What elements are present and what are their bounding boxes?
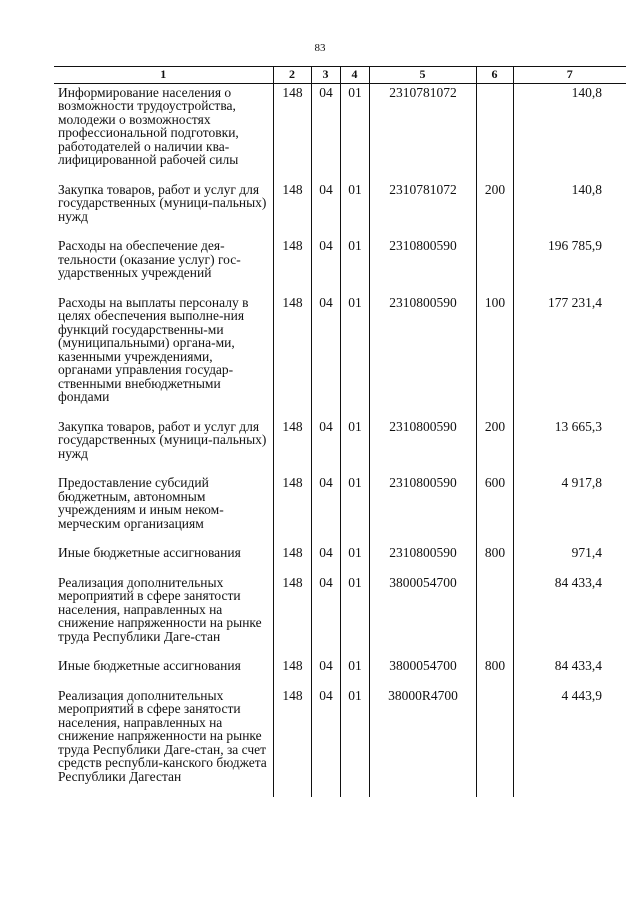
ministry-code-cell: 148 (273, 474, 311, 544)
section-code-cell: 04 (311, 237, 340, 294)
ministry-code-cell: 148 (273, 418, 311, 475)
ministry-code-cell: 148 (273, 687, 311, 798)
section-code-cell: 04 (311, 574, 340, 658)
table-row (54, 294, 626, 418)
table-row (54, 544, 626, 574)
section-code-cell: 04 (311, 418, 340, 475)
section-code-cell: 04 (311, 544, 340, 574)
ministry-code-cell: 148 (273, 237, 311, 294)
subsection-code-cell: 01 (340, 474, 369, 544)
expense-type-cell (476, 237, 513, 294)
table-row (54, 418, 626, 475)
row-name-cell: Информирование населения о возможности трудоустройства, молодежи о возможностях профессиональной подготовки, работодателей о наличии ква-лифицированной рабочей силы (58, 84, 239, 167)
column-header-3: 3 (311, 67, 340, 84)
row-name-cell: Предоставление субсидий бюджетным, автономным учреждениям и иным неком-мерческим организациям (58, 475, 224, 531)
target-article-cell: 2310800590 (369, 294, 476, 418)
amount-cell: 4 443,9 (513, 687, 626, 798)
section-code-cell: 04 (311, 294, 340, 418)
expense-type-cell: 200 (476, 418, 513, 475)
expense-type-cell (476, 687, 513, 798)
row-name-cell: Реализация дополнительных мероприятий в сфере занятости населения, направленных на снижение напряженности на рынке труда Республики Даге-стан (58, 574, 262, 644)
target-article-cell: 2310800590 (369, 474, 476, 544)
column-header-7: 7 (513, 67, 626, 84)
expense-type-cell: 800 (476, 657, 513, 687)
expense-type-cell (476, 574, 513, 658)
column-header-6: 6 (476, 67, 513, 84)
subsection-code-cell: 01 (340, 294, 369, 418)
amount-cell: 140,8 (513, 83, 626, 181)
expense-type-cell (476, 83, 513, 181)
subsection-code-cell: 01 (340, 574, 369, 658)
expense-type-cell: 800 (476, 544, 513, 574)
amount-cell: 84 433,4 (513, 657, 626, 687)
page-number: 83 (314, 42, 326, 54)
target-article-cell: 2310800590 (369, 237, 476, 294)
subsection-code-cell: 01 (340, 181, 369, 238)
row-name-cell: Иные бюджетные ассигнования (58, 658, 241, 673)
ministry-code-cell: 148 (273, 574, 311, 658)
subsection-code-cell: 01 (340, 657, 369, 687)
amount-cell: 13 665,3 (513, 418, 626, 475)
target-article-cell: 3800054700 (369, 657, 476, 687)
section-code-cell: 04 (311, 657, 340, 687)
section-code-cell: 04 (311, 474, 340, 544)
target-article-cell: 2310800590 (369, 418, 476, 475)
table-row (54, 687, 626, 798)
table-row (54, 574, 626, 658)
target-article-cell: 2310781072 (369, 181, 476, 238)
expense-type-cell: 200 (476, 181, 513, 238)
subsection-code-cell: 01 (340, 237, 369, 294)
row-name-cell: Закупка товаров, работ и услуг для государственных (муници-пальных) нужд (58, 181, 267, 224)
ministry-code-cell: 148 (273, 657, 311, 687)
row-name-cell: Иные бюджетные ассигнования (58, 545, 241, 560)
expense-type-cell: 100 (476, 294, 513, 418)
row-name-cell: Закупка товаров, работ и услуг для государственных (муници-пальных) нужд (58, 418, 267, 461)
ministry-code-cell: 148 (273, 83, 311, 181)
ministry-code-cell: 148 (273, 181, 311, 238)
ministry-code-cell: 148 (273, 544, 311, 574)
section-code-cell: 04 (311, 687, 340, 798)
amount-cell: 177 231,4 (513, 294, 626, 418)
table-row (54, 237, 626, 294)
target-article-cell: 38000R4700 (369, 687, 476, 798)
target-article-cell: 2310781072 (369, 83, 476, 181)
amount-cell: 140,8 (513, 181, 626, 238)
table-row (54, 474, 626, 544)
amount-cell: 84 433,4 (513, 574, 626, 658)
section-code-cell: 04 (311, 83, 340, 181)
amount-cell: 971,4 (513, 544, 626, 574)
section-code-cell: 04 (311, 181, 340, 238)
table-header-row (54, 67, 626, 84)
table-row (54, 657, 626, 687)
amount-cell: 196 785,9 (513, 237, 626, 294)
subsection-code-cell: 01 (340, 544, 369, 574)
table-row (54, 181, 626, 238)
ministry-code-cell: 148 (273, 294, 311, 418)
subsection-code-cell: 01 (340, 687, 369, 798)
subsection-code-cell: 01 (340, 83, 369, 181)
target-article-cell: 2310800590 (369, 544, 476, 574)
column-header-1: 1 (54, 67, 273, 84)
column-header-5: 5 (369, 67, 476, 84)
column-header-2: 2 (273, 67, 311, 84)
budget-table (54, 66, 626, 797)
row-name-cell: Реализация дополнительных мероприятий в сфере занятости населения, направленных на снижение напряженности на рынке труда Республики Даге-стан, за счет средств республи-канского бюджета Республики Дагестан (58, 687, 267, 784)
row-name-cell: Расходы на выплаты персоналу в целях обеспечения выполне-ния функций государственны-ми (муниципальными) органа-ми, казенными учреждениями, органами управления государ-ственными внебюджетными фондами (58, 294, 249, 404)
target-article-cell: 3800054700 (369, 574, 476, 658)
row-name-cell: Расходы на обеспечение дея-тельности (оказание услуг) гос-ударственных учреждений (58, 238, 241, 280)
column-header-4: 4 (340, 67, 369, 84)
table-row (54, 83, 626, 181)
amount-cell: 4 917,8 (513, 474, 626, 544)
expense-type-cell: 600 (476, 474, 513, 544)
subsection-code-cell: 01 (340, 418, 369, 475)
